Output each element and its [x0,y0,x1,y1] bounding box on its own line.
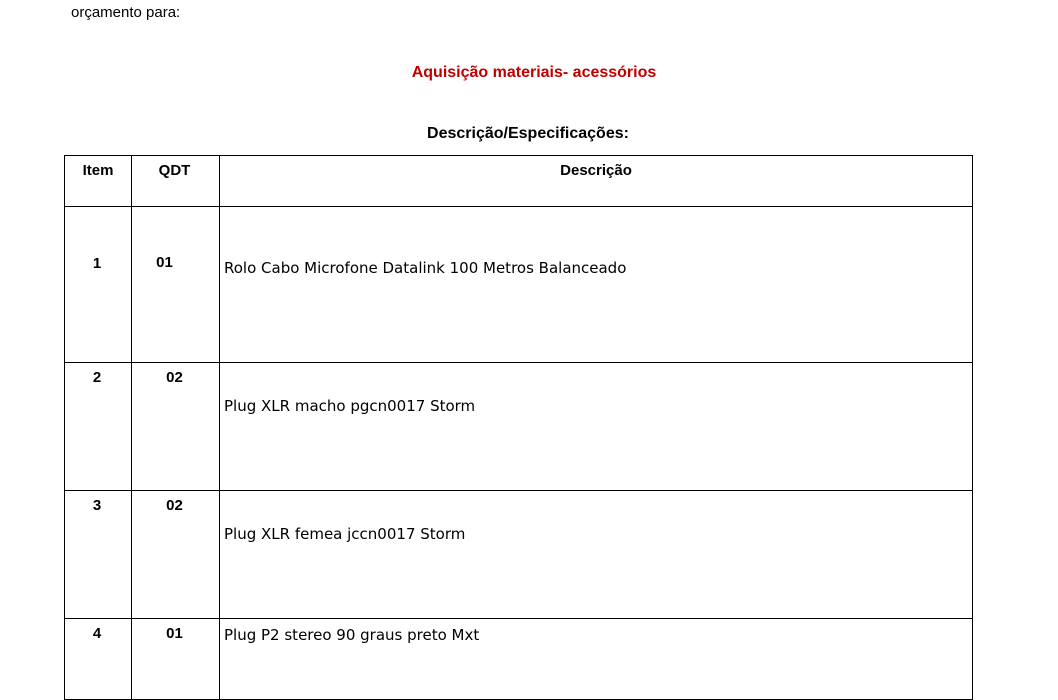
cell-descricao [220,619,973,700]
table-header-row [65,156,973,207]
cell-qdt [132,207,220,363]
item-number: 3 [92,497,102,514]
header-item-label: Item [82,162,114,179]
section-title: Descrição/Especificações: [427,125,629,142]
table-row [65,207,973,363]
cell-descricao [220,363,973,491]
table-row [65,491,973,619]
item-description: Rolo Cabo Microfone Datalink 100 Metros Balanceado [224,259,627,277]
items-table [64,155,973,700]
item-quantity: 02 [166,497,183,514]
header-descricao [220,156,973,207]
item-description: Plug XLR femea jccn0017 Storm [224,525,466,543]
item-number: 4 [92,625,102,642]
cell-item [65,491,132,619]
item-quantity: 01 [156,254,173,271]
cell-item [65,619,132,700]
item-number: 2 [92,369,102,386]
item-description: Plug XLR macho pgcn0017 Storm [224,397,476,415]
header-item [65,156,132,207]
cell-descricao [220,207,973,363]
item-quantity: 02 [166,369,183,386]
cell-qdt [132,619,220,700]
document-title: Aquisição materiais- acessórios [411,64,657,81]
cell-qdt [132,491,220,619]
table-row [65,363,973,491]
cell-qdt [132,363,220,491]
cell-descricao [220,491,973,619]
header-qdt [132,156,220,207]
item-quantity: 01 [166,625,183,642]
table-row [65,619,973,700]
item-number: 1 [92,255,102,272]
header-descricao-label: Descrição [560,162,632,179]
cell-item [65,207,132,363]
item-description: Plug P2 stereo 90 graus preto Mxt [224,626,480,644]
cell-item [65,363,132,491]
header-qdt-label: QDT [158,162,191,179]
intro-text: orçamento para: [71,4,181,21]
